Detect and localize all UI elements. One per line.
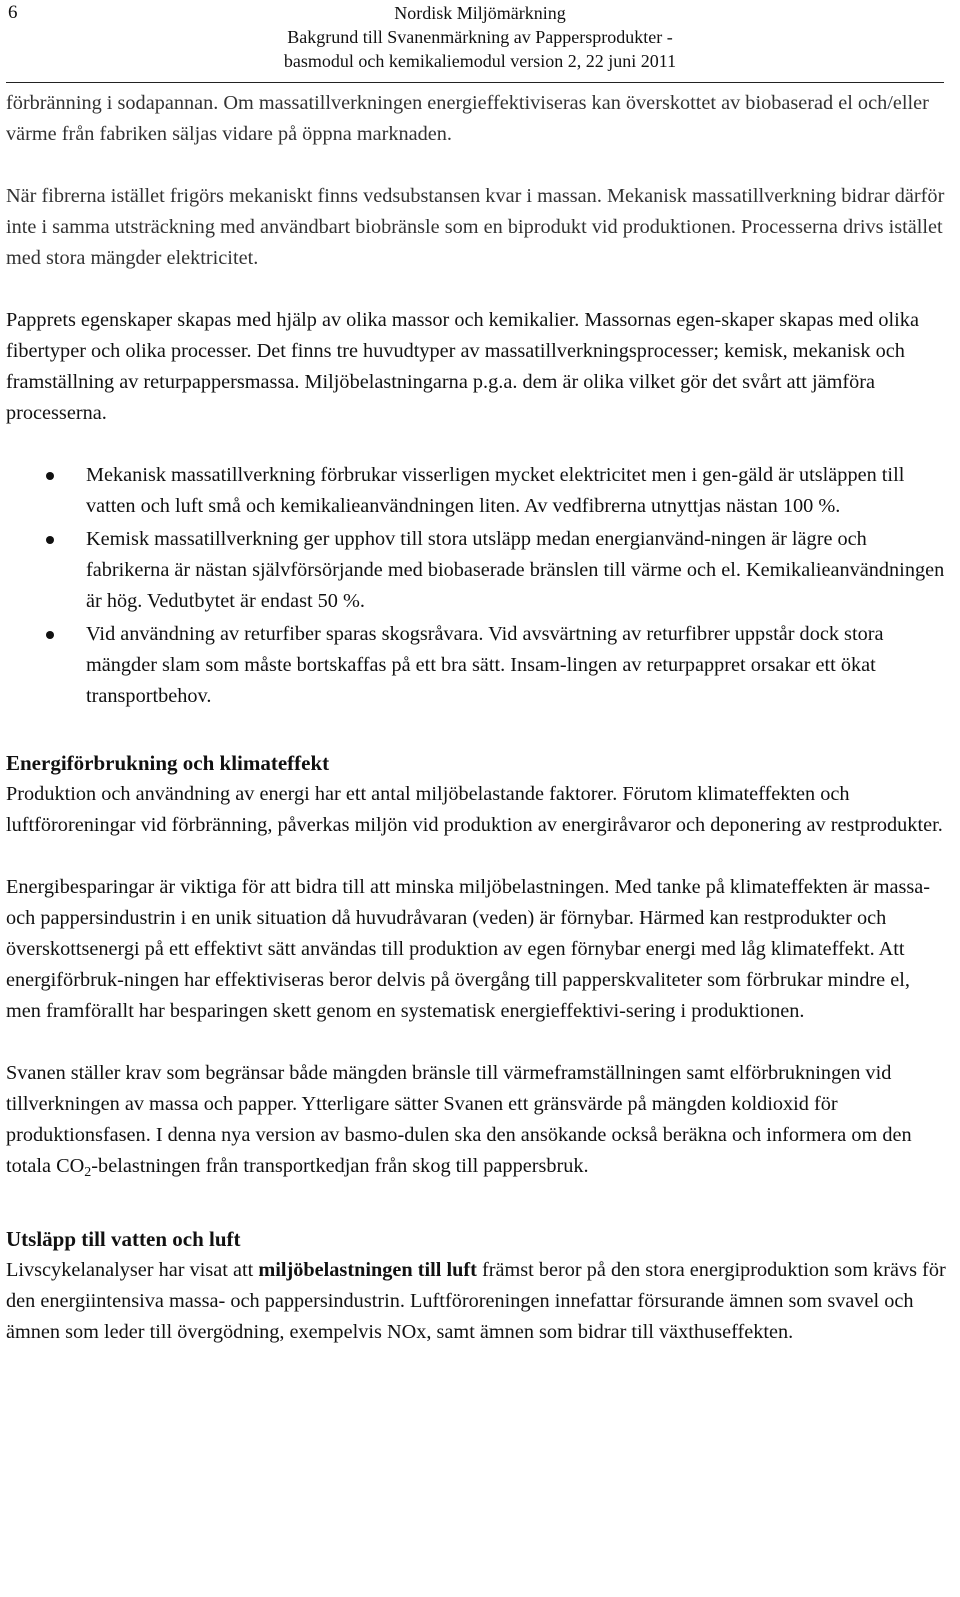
bullet-chemical xyxy=(6,524,946,617)
heading-energy: Energiförbrukning och klimateffekt xyxy=(6,751,330,775)
paragraph-mechanical-fibres: När fibrerna istället frigörs mekaniskt finns vedsubstansen kvar i massan. Mekanisk massatillverkning bidrar därför inte i samma utsträckning med användbart biobränsle som en biprodukt vid produktionen. Processerna drivs istället med stora mängder elektricitet. xyxy=(6,185,945,269)
header-version: basmodul och kemikaliemodul version 2, 22 juni 2011 xyxy=(283,51,677,71)
running-header xyxy=(0,1,960,73)
paragraph-lifecycle: Livscykelanalyser har visat att miljöbelastningen till luft främst beror på den stora energiproduktion som krävs för den energiintensiva massa- och pappersindustrin. Luftföroreningen innefattar försurande ämnen som svavel och ämnen som leder till övergödning, exempelvis NOx, samt ämnen som bidrar till växthuseffekten. xyxy=(6,1259,946,1343)
page-number: 6 xyxy=(8,2,18,23)
bullet-mechanical xyxy=(6,460,946,522)
bullet-dot-icon xyxy=(46,536,54,544)
process-bullet-list xyxy=(6,460,946,712)
header-divider xyxy=(6,82,944,83)
bullet-dot-icon xyxy=(46,631,54,639)
bullet-text: Vid användning av returfiber sparas skogsråvara. Vid avsvärtning av returfibrer uppstår dock stora mängder slam som måste bortskaffas på ett bra sätt. Insam-lingen av returpappret orsakar ett ökat transportbehov. xyxy=(86,623,884,707)
header-organization: Nordisk Miljömärkning xyxy=(394,3,566,23)
paragraph-energy-factors: Produktion och användning av energi har ett antal miljöbelastande faktorer. Förutom klimateffekten och luftföroreningar vid förbränning, påverkas miljön vid produktion av energiråvaror och deponering av restprodukter. xyxy=(6,783,943,836)
heading-emissions: Utsläpp till vatten och luft xyxy=(6,1227,241,1251)
emphasis-air-load: miljöbelastningen till luft xyxy=(258,1259,477,1281)
bullet-text: Mekanisk massatillverkning förbrukar visserligen mycket elektricitet men i gen-gäld är utsläppen till vatten och luft små och kemikalieanvändningen liten. Av vedfibrerna utnyttjas nästan 100 %. xyxy=(86,464,905,517)
bullet-text: Kemisk massatillverkning ger upphov till stora utsläpp medan energianvänd-ningen är lägre och fabrikerna är nästan självförsörjande med biobaserade bränslen till värme och el. Kemikalieanvändningen är hög. Vedutbytet är endast 50 %. xyxy=(86,528,945,612)
co2-subscript: 2 xyxy=(84,1165,92,1180)
paragraph-energy-savings: Energibesparingar är viktiga för att bidra till att minska miljöbelastningen. Med tanke på klimateffekten är massa- och pappersindustrin i en unik situation då huvudråvaran (veden) är förnybar. Härmed kan restprodukter och överskottsenergi på ett effektivt sätt användas till produktion av egen förnybar energi med låg klimateffekt. Att energiförbruk-ningen har effektiviseras beror delvis på övergång till papperskvaliteter som förbrukar mindre el, men framförallt har besparingen skett genom en systematisk energieffektivi-sering i produktionen. xyxy=(6,876,931,1022)
bullet-recycled xyxy=(6,619,946,712)
document-body xyxy=(6,88,946,1348)
header-document-title: Bakgrund till Svanenmärkning av Pappersprodukter - xyxy=(287,27,673,47)
bullet-dot-icon xyxy=(46,472,54,480)
paragraph-recovery-boiler: förbränning i sodapannan. Om massatillverkningen energieffektiviseras kan överskottet av biobaserad el och/eller värme från fabriken säljas vidare på öppna marknaden. xyxy=(6,92,929,145)
paragraph-paper-properties: Papprets egenskaper skapas med hjälp av olika massor och kemikalier. Massornas egen-skaper skapas med olika fibertyper och olika processer. Det finns tre huvudtyper av massatillverkningsprocesser; kemisk, mekanisk och framställning av returpappersmassa. Miljöbelastningarna p.g.a. dem är olika vilket gör det svårt att jämföra processerna. xyxy=(6,309,919,424)
paragraph-svanen-requirements: Svanen ställer krav som begränsar både mängden bränsle till värmeframställningen samt elförbrukningen vid tillverkningen av massa och papper. Ytterligare sätter Svanen ett gränsvärde på mängden koldioxid för produktionsfasen. I denna nya version av basmo-dulen ska den ansökande också beräkna och informera om den totala $CO_2$-belastningen från transportkedjan från skog till pappersbruk. xyxy=(6,1062,912,1180)
